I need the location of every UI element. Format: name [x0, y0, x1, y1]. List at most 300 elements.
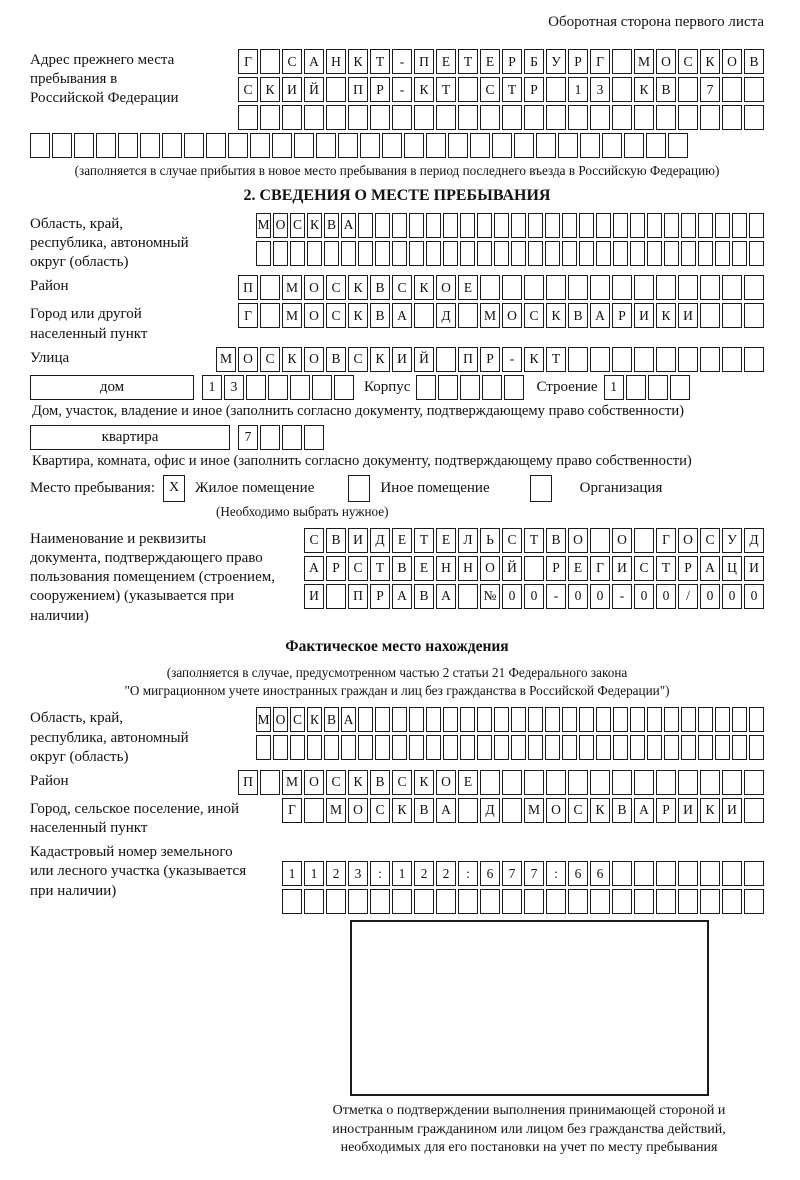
char-box[interactable]: [460, 735, 475, 760]
char-box[interactable]: П: [414, 49, 434, 74]
char-box[interactable]: [670, 375, 690, 400]
char-box[interactable]: [630, 241, 645, 266]
char-box[interactable]: [568, 770, 588, 795]
char-box[interactable]: К: [524, 347, 544, 372]
char-box[interactable]: А: [700, 556, 720, 581]
char-box[interactable]: [612, 347, 632, 372]
char-box[interactable]: Р: [326, 556, 346, 581]
char-box[interactable]: С: [238, 77, 258, 102]
char-box[interactable]: 7: [238, 425, 258, 450]
char-box[interactable]: [256, 241, 271, 266]
char-box[interactable]: [546, 889, 566, 914]
char-box[interactable]: [722, 347, 742, 372]
char-box[interactable]: [656, 889, 676, 914]
char-box[interactable]: [612, 770, 632, 795]
char-box[interactable]: [524, 889, 544, 914]
char-box[interactable]: В: [414, 584, 434, 609]
char-box[interactable]: [273, 241, 288, 266]
char-box[interactable]: [744, 770, 764, 795]
char-box[interactable]: С: [348, 347, 368, 372]
char-box[interactable]: [316, 133, 336, 158]
char-box[interactable]: [448, 133, 468, 158]
char-box[interactable]: [409, 735, 424, 760]
char-box[interactable]: Ь: [480, 528, 500, 553]
char-box[interactable]: С: [502, 528, 522, 553]
char-box[interactable]: Н: [436, 556, 456, 581]
char-box[interactable]: С: [568, 798, 588, 823]
char-box[interactable]: Д: [744, 528, 764, 553]
char-box[interactable]: [458, 889, 478, 914]
char-box[interactable]: [304, 889, 324, 914]
char-box[interactable]: 0: [568, 584, 588, 609]
char-box[interactable]: [250, 133, 270, 158]
char-box[interactable]: [624, 133, 644, 158]
char-box[interactable]: [562, 735, 577, 760]
char-box[interactable]: [656, 347, 676, 372]
char-box[interactable]: [502, 275, 522, 300]
char-box[interactable]: [375, 735, 390, 760]
char-box[interactable]: [290, 735, 305, 760]
char-box[interactable]: [715, 241, 730, 266]
char-box[interactable]: [647, 735, 662, 760]
char-box[interactable]: [612, 49, 632, 74]
char-box[interactable]: А: [590, 303, 610, 328]
char-box[interactable]: [326, 889, 346, 914]
char-box[interactable]: [268, 375, 288, 400]
char-box[interactable]: П: [458, 347, 478, 372]
char-box[interactable]: [634, 889, 654, 914]
char-box[interactable]: Т: [546, 347, 566, 372]
char-box[interactable]: [613, 735, 628, 760]
char-box[interactable]: [656, 861, 676, 886]
char-box[interactable]: С: [370, 798, 390, 823]
char-box[interactable]: [326, 584, 346, 609]
char-box[interactable]: Т: [370, 556, 390, 581]
char-box[interactable]: С: [392, 275, 412, 300]
char-box[interactable]: [426, 241, 441, 266]
char-box[interactable]: О: [304, 770, 324, 795]
char-box[interactable]: [324, 241, 339, 266]
char-box[interactable]: [568, 347, 588, 372]
char-box[interactable]: [74, 133, 94, 158]
char-box[interactable]: В: [546, 528, 566, 553]
char-box[interactable]: [282, 889, 302, 914]
char-box[interactable]: [545, 241, 560, 266]
char-box[interactable]: [722, 105, 742, 130]
char-box[interactable]: П: [238, 770, 258, 795]
char-box[interactable]: 0: [590, 584, 610, 609]
char-box[interactable]: С: [480, 77, 500, 102]
char-box[interactable]: М: [282, 770, 302, 795]
char-box[interactable]: [260, 105, 280, 130]
char-box[interactable]: 2: [436, 861, 456, 886]
char-box[interactable]: О: [238, 347, 258, 372]
char-box[interactable]: [528, 735, 543, 760]
char-box[interactable]: [579, 241, 594, 266]
char-box[interactable]: 1: [282, 861, 302, 886]
char-box[interactable]: С: [634, 556, 654, 581]
char-box[interactable]: [370, 105, 390, 130]
char-box[interactable]: В: [370, 770, 390, 795]
char-box[interactable]: С: [290, 707, 305, 732]
char-box[interactable]: [324, 735, 339, 760]
char-box[interactable]: [326, 77, 346, 102]
char-box[interactable]: :: [458, 861, 478, 886]
char-box[interactable]: [562, 241, 577, 266]
char-box[interactable]: [656, 105, 676, 130]
char-box[interactable]: :: [546, 861, 566, 886]
char-box[interactable]: И: [348, 528, 368, 553]
char-box[interactable]: Й: [304, 77, 324, 102]
char-box[interactable]: [630, 707, 645, 732]
char-box[interactable]: С: [524, 303, 544, 328]
char-box[interactable]: [744, 77, 764, 102]
char-box[interactable]: [546, 77, 566, 102]
char-box[interactable]: П: [348, 77, 368, 102]
char-box[interactable]: [590, 889, 610, 914]
char-box[interactable]: Р: [370, 584, 390, 609]
char-box[interactable]: [664, 735, 679, 760]
char-box[interactable]: А: [634, 798, 654, 823]
char-box[interactable]: Е: [458, 275, 478, 300]
char-box[interactable]: [546, 105, 566, 130]
char-box[interactable]: [140, 133, 160, 158]
char-box[interactable]: [634, 770, 654, 795]
char-box[interactable]: К: [348, 303, 368, 328]
char-box[interactable]: Р: [656, 798, 676, 823]
char-box[interactable]: [700, 889, 720, 914]
char-box[interactable]: [634, 528, 654, 553]
char-box[interactable]: Б: [524, 49, 544, 74]
char-box[interactable]: [612, 889, 632, 914]
char-box[interactable]: Р: [370, 77, 390, 102]
char-box[interactable]: А: [341, 707, 356, 732]
char-box[interactable]: [722, 275, 742, 300]
char-box[interactable]: В: [370, 303, 390, 328]
char-box[interactable]: [715, 735, 730, 760]
char-box[interactable]: 6: [480, 861, 500, 886]
char-box[interactable]: [602, 133, 622, 158]
char-box[interactable]: [358, 213, 373, 238]
char-box[interactable]: 1: [304, 861, 324, 886]
char-box[interactable]: [460, 707, 475, 732]
char-box[interactable]: [290, 375, 310, 400]
char-box[interactable]: Р: [546, 556, 566, 581]
char-box[interactable]: К: [590, 798, 610, 823]
char-box[interactable]: И: [392, 347, 412, 372]
char-box[interactable]: 3: [224, 375, 244, 400]
char-box[interactable]: К: [392, 798, 412, 823]
char-box[interactable]: 1: [568, 77, 588, 102]
char-box[interactable]: [358, 241, 373, 266]
char-box[interactable]: К: [656, 303, 676, 328]
char-box[interactable]: 7: [524, 861, 544, 886]
char-box[interactable]: [260, 425, 280, 450]
char-box[interactable]: [206, 133, 226, 158]
char-box[interactable]: [392, 241, 407, 266]
char-box[interactable]: [613, 241, 628, 266]
char-box[interactable]: М: [216, 347, 236, 372]
char-box[interactable]: [273, 735, 288, 760]
char-box[interactable]: [334, 375, 354, 400]
char-box[interactable]: И: [722, 798, 742, 823]
char-box[interactable]: Ц: [722, 556, 742, 581]
char-box[interactable]: [700, 303, 720, 328]
char-box[interactable]: [348, 889, 368, 914]
char-box[interactable]: В: [568, 303, 588, 328]
char-box[interactable]: [612, 861, 632, 886]
char-box[interactable]: В: [370, 275, 390, 300]
char-box[interactable]: Д: [480, 798, 500, 823]
char-box[interactable]: Т: [458, 49, 478, 74]
char-box[interactable]: Й: [414, 347, 434, 372]
char-box[interactable]: [612, 275, 632, 300]
char-box[interactable]: [477, 735, 492, 760]
char-box[interactable]: [562, 707, 577, 732]
char-box[interactable]: [646, 133, 666, 158]
char-box[interactable]: Т: [414, 528, 434, 553]
char-box[interactable]: 2: [326, 861, 346, 886]
char-box[interactable]: К: [282, 347, 302, 372]
char-box[interactable]: [664, 213, 679, 238]
checkbox-residential[interactable]: X: [163, 475, 185, 502]
char-box[interactable]: [480, 275, 500, 300]
char-box[interactable]: [426, 735, 441, 760]
char-box[interactable]: С: [282, 49, 302, 74]
char-box[interactable]: [528, 213, 543, 238]
char-box[interactable]: [590, 105, 610, 130]
char-box[interactable]: [613, 213, 628, 238]
char-box[interactable]: [656, 275, 676, 300]
char-box[interactable]: Е: [568, 556, 588, 581]
char-box[interactable]: [678, 77, 698, 102]
char-box[interactable]: 0: [744, 584, 764, 609]
char-box[interactable]: [282, 425, 302, 450]
char-box[interactable]: [590, 347, 610, 372]
char-box[interactable]: Р: [678, 556, 698, 581]
char-box[interactable]: А: [304, 49, 324, 74]
char-box[interactable]: [744, 347, 764, 372]
char-box[interactable]: [744, 105, 764, 130]
char-box[interactable]: [458, 303, 478, 328]
char-box[interactable]: [664, 707, 679, 732]
char-box[interactable]: [382, 133, 402, 158]
char-box[interactable]: Е: [436, 528, 456, 553]
char-box[interactable]: [700, 275, 720, 300]
char-box[interactable]: [358, 735, 373, 760]
char-box[interactable]: 0: [700, 584, 720, 609]
char-box[interactable]: Г: [238, 303, 258, 328]
char-box[interactable]: [460, 213, 475, 238]
char-box[interactable]: [700, 861, 720, 886]
char-box[interactable]: [260, 303, 280, 328]
char-box[interactable]: [596, 241, 611, 266]
char-box[interactable]: [722, 77, 742, 102]
char-box[interactable]: О: [304, 347, 324, 372]
char-box[interactable]: М: [524, 798, 544, 823]
char-box[interactable]: [52, 133, 72, 158]
char-box[interactable]: К: [414, 770, 434, 795]
char-box[interactable]: 1: [202, 375, 222, 400]
char-box[interactable]: С: [260, 347, 280, 372]
char-box[interactable]: [477, 241, 492, 266]
char-box[interactable]: [634, 105, 654, 130]
char-box[interactable]: [634, 861, 654, 886]
char-box[interactable]: Г: [656, 528, 676, 553]
char-box[interactable]: :: [370, 861, 390, 886]
char-box[interactable]: Р: [524, 77, 544, 102]
char-box[interactable]: [392, 707, 407, 732]
char-box[interactable]: 0: [634, 584, 654, 609]
char-box[interactable]: [590, 528, 610, 553]
char-box[interactable]: И: [304, 584, 324, 609]
char-box[interactable]: [664, 241, 679, 266]
char-box[interactable]: [648, 375, 668, 400]
char-box[interactable]: -: [546, 584, 566, 609]
char-box[interactable]: [647, 707, 662, 732]
char-box[interactable]: Р: [612, 303, 632, 328]
char-box[interactable]: 2: [414, 861, 434, 886]
char-box[interactable]: О: [304, 275, 324, 300]
char-box[interactable]: [502, 770, 522, 795]
char-box[interactable]: [304, 798, 324, 823]
char-box[interactable]: [678, 105, 698, 130]
char-box[interactable]: [678, 347, 698, 372]
char-box[interactable]: И: [634, 303, 654, 328]
char-box[interactable]: [436, 889, 456, 914]
char-box[interactable]: 3: [590, 77, 610, 102]
char-box[interactable]: [443, 213, 458, 238]
char-box[interactable]: [732, 735, 747, 760]
char-box[interactable]: С: [290, 213, 305, 238]
char-box[interactable]: К: [700, 798, 720, 823]
char-box[interactable]: [358, 707, 373, 732]
char-box[interactable]: А: [392, 584, 412, 609]
char-box[interactable]: [238, 105, 258, 130]
char-box[interactable]: К: [348, 49, 368, 74]
char-box[interactable]: [480, 770, 500, 795]
char-box[interactable]: [612, 105, 632, 130]
char-box[interactable]: [414, 303, 434, 328]
char-box[interactable]: [732, 213, 747, 238]
char-box[interactable]: [409, 241, 424, 266]
char-box[interactable]: [562, 213, 577, 238]
char-box[interactable]: [722, 770, 742, 795]
char-box[interactable]: К: [634, 77, 654, 102]
char-box[interactable]: [477, 213, 492, 238]
char-box[interactable]: [458, 105, 478, 130]
char-box[interactable]: [698, 735, 713, 760]
char-box[interactable]: [307, 735, 322, 760]
char-box[interactable]: Р: [568, 49, 588, 74]
char-box[interactable]: [524, 105, 544, 130]
char-box[interactable]: [404, 133, 424, 158]
char-box[interactable]: [681, 213, 696, 238]
char-box[interactable]: [246, 375, 266, 400]
char-box[interactable]: [370, 889, 390, 914]
char-box[interactable]: [678, 889, 698, 914]
char-box[interactable]: [511, 707, 526, 732]
char-box[interactable]: У: [546, 49, 566, 74]
char-box[interactable]: [360, 133, 380, 158]
char-box[interactable]: 6: [568, 861, 588, 886]
char-box[interactable]: [749, 707, 764, 732]
char-box[interactable]: [458, 798, 478, 823]
char-box[interactable]: [715, 213, 730, 238]
char-box[interactable]: [348, 105, 368, 130]
char-box[interactable]: [579, 735, 594, 760]
char-box[interactable]: П: [348, 584, 368, 609]
char-box[interactable]: [722, 861, 742, 886]
char-box[interactable]: К: [370, 347, 390, 372]
char-box[interactable]: [546, 275, 566, 300]
char-box[interactable]: [596, 213, 611, 238]
char-box[interactable]: К: [546, 303, 566, 328]
char-box[interactable]: [118, 133, 138, 158]
char-box[interactable]: [492, 133, 512, 158]
char-box[interactable]: [260, 49, 280, 74]
char-box[interactable]: [681, 707, 696, 732]
char-box[interactable]: [443, 735, 458, 760]
char-box[interactable]: 0: [524, 584, 544, 609]
char-box[interactable]: [698, 707, 713, 732]
char-box[interactable]: -: [612, 584, 632, 609]
char-box[interactable]: О: [612, 528, 632, 553]
char-box[interactable]: [282, 105, 302, 130]
char-box[interactable]: [678, 275, 698, 300]
char-box[interactable]: [681, 241, 696, 266]
char-box[interactable]: [443, 241, 458, 266]
char-box[interactable]: [744, 275, 764, 300]
char-box[interactable]: Т: [436, 77, 456, 102]
char-box[interactable]: [375, 241, 390, 266]
char-box[interactable]: Г: [590, 49, 610, 74]
char-box[interactable]: [744, 889, 764, 914]
char-box[interactable]: 0: [722, 584, 742, 609]
char-box[interactable]: [596, 735, 611, 760]
char-box[interactable]: [732, 241, 747, 266]
char-box[interactable]: [480, 889, 500, 914]
char-box[interactable]: Й: [502, 556, 522, 581]
char-box[interactable]: О: [273, 707, 288, 732]
checkbox-other-premises[interactable]: [348, 475, 370, 502]
char-box[interactable]: М: [256, 213, 271, 238]
char-box[interactable]: [426, 133, 446, 158]
char-box[interactable]: В: [744, 49, 764, 74]
char-box[interactable]: [558, 133, 578, 158]
char-box[interactable]: [647, 213, 662, 238]
char-box[interactable]: С: [392, 770, 412, 795]
char-box[interactable]: Г: [238, 49, 258, 74]
char-box[interactable]: [744, 798, 764, 823]
char-box[interactable]: №: [480, 584, 500, 609]
char-box[interactable]: В: [656, 77, 676, 102]
char-box[interactable]: В: [392, 556, 412, 581]
char-box[interactable]: [528, 707, 543, 732]
char-box[interactable]: М: [326, 798, 346, 823]
char-box[interactable]: [494, 213, 509, 238]
char-box[interactable]: [626, 375, 646, 400]
char-box[interactable]: [392, 213, 407, 238]
char-box[interactable]: [304, 425, 324, 450]
char-box[interactable]: 1: [604, 375, 624, 400]
char-box[interactable]: -: [392, 49, 412, 74]
char-box[interactable]: О: [436, 770, 456, 795]
char-box[interactable]: [504, 375, 524, 400]
char-box[interactable]: О: [348, 798, 368, 823]
char-box[interactable]: [545, 735, 560, 760]
char-box[interactable]: [744, 303, 764, 328]
